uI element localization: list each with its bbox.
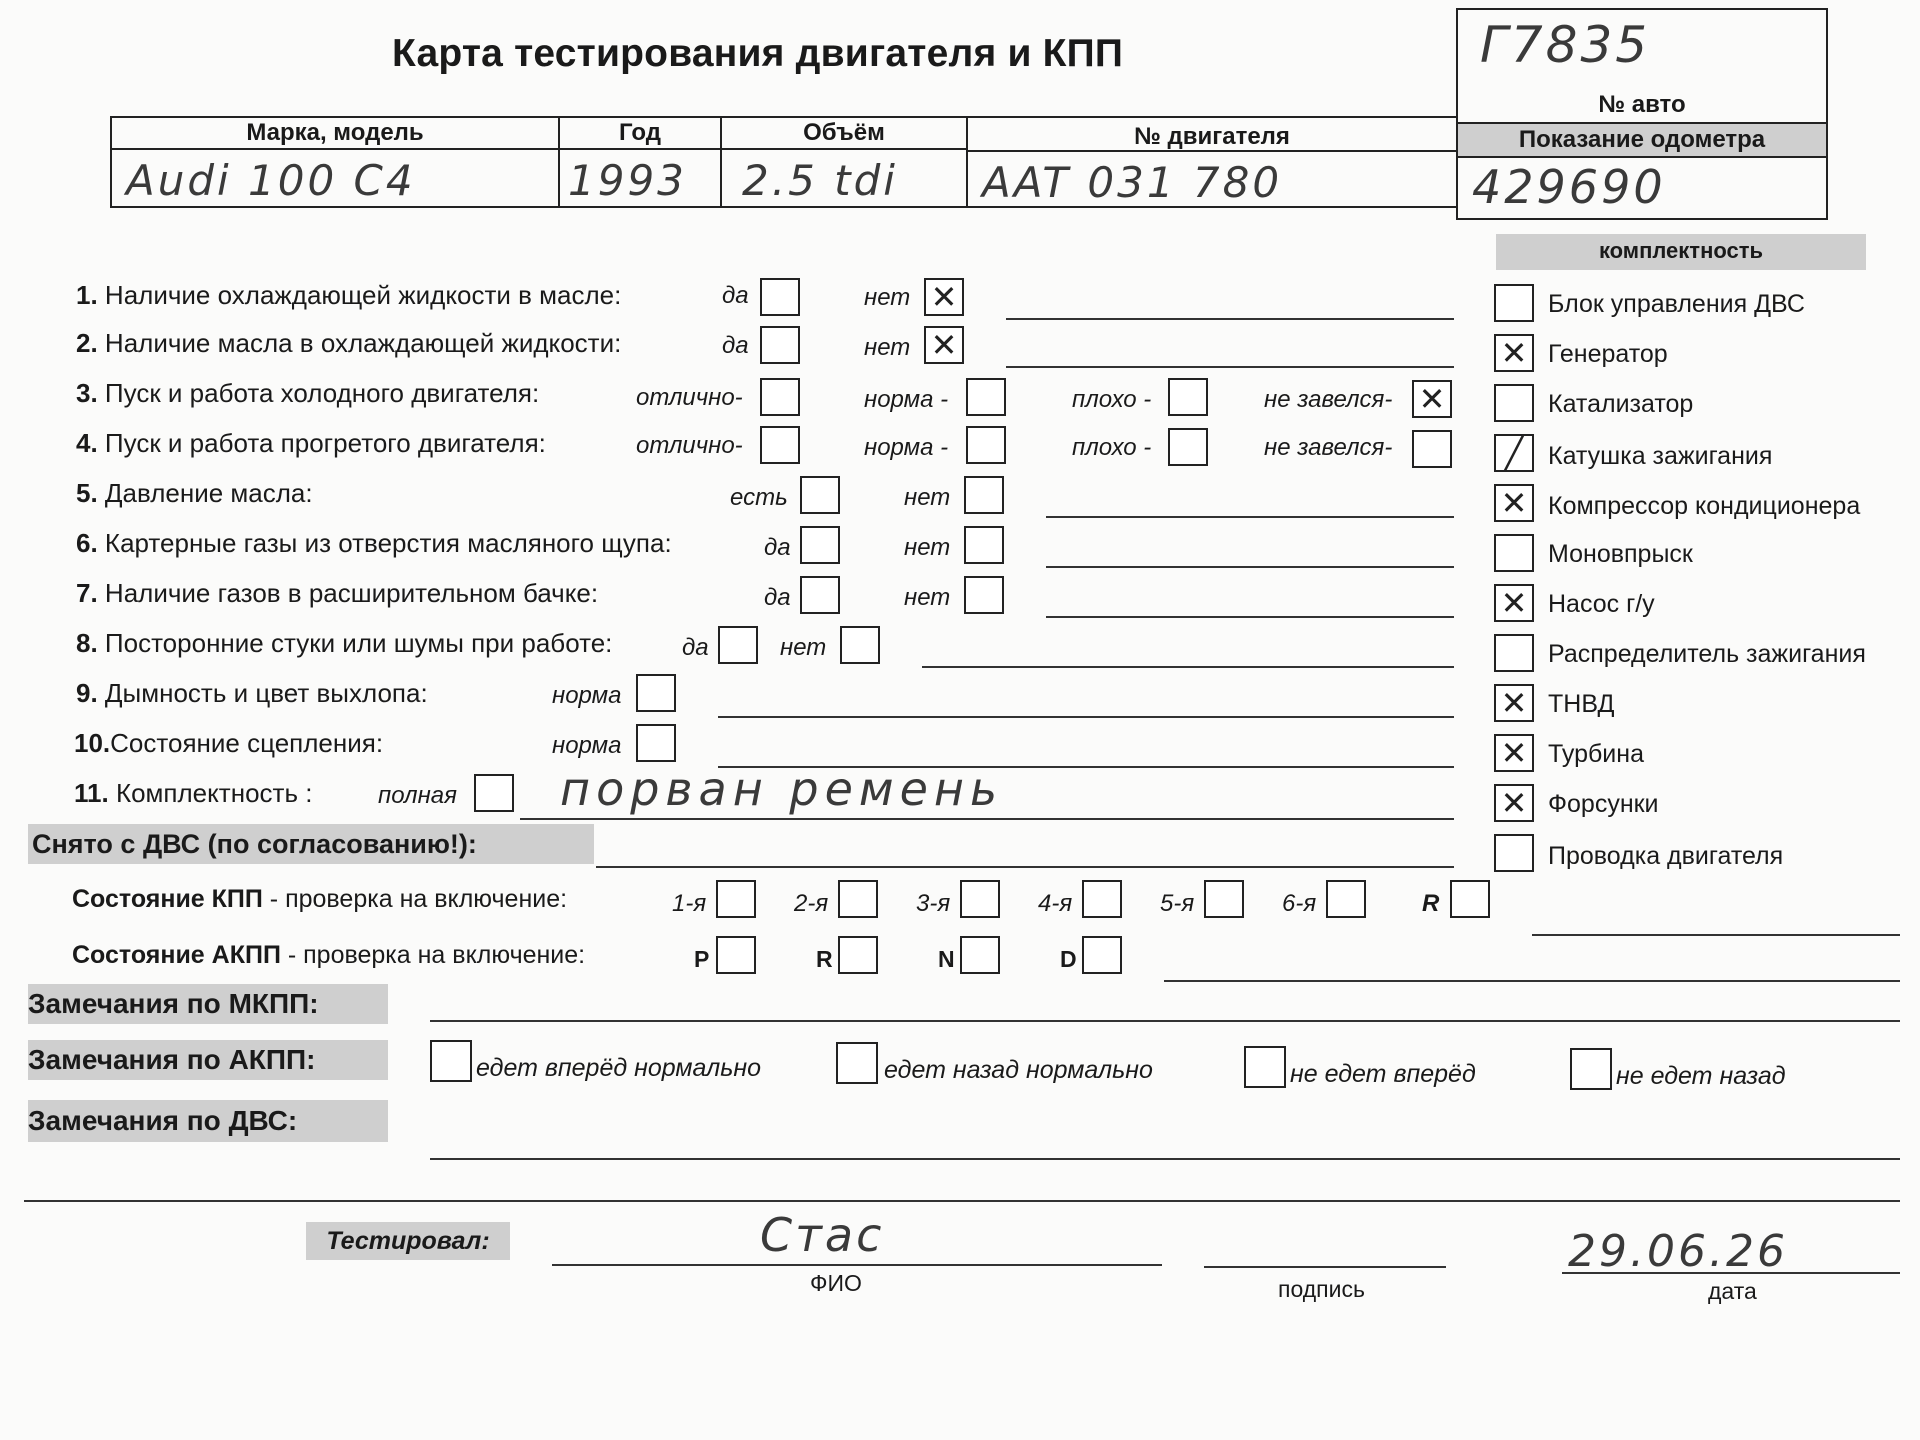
check-mark-icon xyxy=(1496,536,1532,570)
akpp-forward-ok-label: едет вперёд нормально xyxy=(476,1054,762,1082)
q5-opt-yes: есть xyxy=(730,484,788,511)
q3-opt-nostart: не завелся- xyxy=(1264,386,1393,413)
q9-opt-normal: норма xyxy=(552,682,622,709)
comp-label-fuel-pump: ТНВД xyxy=(1548,690,1615,718)
question-text: Пуск и работа холодного двигателя: xyxy=(104,378,540,408)
kpp-gear-1: 1-я xyxy=(672,890,707,917)
question-number: 8. xyxy=(76,628,98,658)
comp-label-ignition-coil: Катушка зажигания xyxy=(1548,442,1773,470)
remarks-mkpp-line xyxy=(430,1020,1900,1022)
question-8 xyxy=(76,628,612,658)
question-number: 11. xyxy=(74,778,109,808)
comp-label-generator: Генератор xyxy=(1548,340,1668,368)
kpp-label-bold: Состояние КПП xyxy=(72,885,263,913)
check-mark-icon: ✕ xyxy=(1500,584,1528,622)
comp-label-mono-injection: Моновпрыск xyxy=(1548,540,1693,568)
signature-caption: подпись xyxy=(1278,1276,1365,1302)
remarks-akpp-label: Замечания по АКПП: xyxy=(28,1040,388,1080)
tested-name: Стас xyxy=(760,1208,885,1262)
question-10 xyxy=(74,728,383,758)
question-text: Картерные газы из отверстия масляного щупа: xyxy=(104,528,672,558)
q4-bad-checkbox[interactable] xyxy=(1168,428,1208,466)
akpp-no-reverse-checkbox[interactable] xyxy=(1570,1048,1612,1090)
tested-label: Тестировал: xyxy=(306,1222,510,1260)
akpp-label-rest: - проверка на включение: xyxy=(280,941,586,969)
q8-opt-no: нет xyxy=(780,634,827,661)
q11-opt-full: полная xyxy=(378,782,457,809)
signature-line xyxy=(1204,1266,1446,1268)
akpp-reverse-ok-checkbox[interactable] xyxy=(836,1042,878,1084)
check-mark-icon xyxy=(1496,286,1532,320)
comp-check-generator[interactable] xyxy=(1494,334,1534,372)
comp-label-wiring: Проводка двигателя xyxy=(1548,842,1784,870)
akpp-no-reverse-label: не едет назад xyxy=(1616,1062,1786,1090)
kpp-gear-6: 6-я xyxy=(1282,890,1317,917)
question-11 xyxy=(74,778,312,808)
q10-opt-normal: норма xyxy=(552,732,622,759)
page-title: Карта тестирования двигателя и КПП xyxy=(392,32,1124,75)
kpp-gear-2: 2-я xyxy=(794,890,829,917)
akpp-reverse-ok-label: едет назад нормально xyxy=(884,1056,1153,1084)
q3-bad-checkbox[interactable] xyxy=(1168,378,1208,416)
comp-check-wiring[interactable] xyxy=(1494,834,1534,872)
comp-label-ps-pump: Насос г/у xyxy=(1548,590,1655,618)
col-model xyxy=(110,116,560,208)
tested-date: 29.06.26 xyxy=(1568,1226,1788,1277)
q7-no-checkbox[interactable] xyxy=(964,576,1004,614)
kpp-gear-r: R xyxy=(1422,890,1440,917)
kpp-label-rest: - проверка на включение: xyxy=(262,885,568,913)
check-mark-icon: ✕ xyxy=(1500,784,1528,822)
car-number-box xyxy=(1456,8,1828,124)
slash-mark-icon: ╱ xyxy=(1504,434,1524,472)
comp-label-ecu: Блок управления ДВС xyxy=(1548,290,1805,318)
check-mark-icon: ✕ xyxy=(1500,484,1528,522)
akpp-label xyxy=(72,940,585,970)
comp-check-ecu[interactable] xyxy=(1494,284,1534,322)
q1-yes-checkbox[interactable] xyxy=(760,278,800,316)
q1-opt-yes: да xyxy=(722,282,749,309)
comp-check-ps-pump[interactable] xyxy=(1494,584,1534,622)
q2-note-line xyxy=(1006,366,1454,368)
car-number-label: № авто xyxy=(1598,91,1686,118)
col-odometer-header: Показание одометра xyxy=(1458,124,1826,158)
remarks-dvs-line-2 xyxy=(24,1200,1900,1202)
q3-opt-excellent: отлично- xyxy=(636,384,743,411)
akpp-gear-p-checkbox[interactable] xyxy=(716,936,756,974)
question-number: 9. xyxy=(76,678,98,708)
q4-excellent-checkbox[interactable] xyxy=(760,426,800,464)
q11-note: порван ремень xyxy=(560,762,1004,816)
question-text: Дымность и цвет выхлопа: xyxy=(104,678,428,708)
question-text: Наличие охлаждающей жидкости в масле: xyxy=(104,280,622,310)
question-text: Посторонние стуки или шумы при работе: xyxy=(104,628,613,658)
kpp-label xyxy=(72,884,567,914)
date-line xyxy=(1562,1272,1900,1274)
akpp-forward-ok-checkbox[interactable] xyxy=(430,1040,472,1082)
question-text: Наличие газов в расширительном бачке: xyxy=(104,578,599,608)
q8-yes-checkbox[interactable] xyxy=(718,626,758,664)
remarks-dvs-line xyxy=(430,1158,1900,1160)
kpp-gear-r-checkbox[interactable] xyxy=(1450,880,1490,918)
check-mark-icon: ✕ xyxy=(930,326,958,364)
col-volume xyxy=(720,116,968,208)
comp-check-turbo[interactable] xyxy=(1494,734,1534,772)
q6-note-line xyxy=(1046,566,1454,568)
col-odometer-value: 429690 xyxy=(1472,160,1666,214)
col-engine-number xyxy=(966,116,1458,208)
check-mark-icon xyxy=(1496,836,1532,870)
question-number: 5. xyxy=(76,478,98,508)
akpp-gear-d-checkbox[interactable] xyxy=(1082,936,1122,974)
question-2 xyxy=(76,328,621,358)
kpp-gear-4-checkbox[interactable] xyxy=(1082,880,1122,918)
question-1 xyxy=(76,280,621,310)
col-year xyxy=(558,116,722,208)
kpp-gear-5: 5-я xyxy=(1160,890,1195,917)
question-5 xyxy=(76,478,313,508)
q4-opt-bad: плохо - xyxy=(1072,434,1152,461)
removed-label: Снято с ДВС (по согласованию!): xyxy=(28,824,594,864)
q7-note-line xyxy=(1046,616,1454,618)
comp-label-catalyst: Катализатор xyxy=(1548,390,1694,418)
col-volume-value: 2.5 tdi xyxy=(742,156,898,205)
q11-note-line xyxy=(520,818,1454,820)
q2-opt-yes: да xyxy=(722,332,749,359)
remarks-mkpp-label: Замечания по МКПП: xyxy=(28,984,388,1024)
q5-no-checkbox[interactable] xyxy=(964,476,1004,514)
q4-opt-excellent: отлично- xyxy=(636,432,743,459)
question-text: Наличие масла в охлаждающей жидкости: xyxy=(104,328,622,358)
question-3 xyxy=(76,378,539,408)
q6-no-checkbox[interactable] xyxy=(964,526,1004,564)
q1-note-line xyxy=(1006,318,1454,320)
col-model-header: Марка, модель xyxy=(112,118,558,150)
question-number: 2. xyxy=(76,328,98,358)
kpp-gear-4: 4-я xyxy=(1038,890,1073,917)
q9-normal-checkbox[interactable] xyxy=(636,674,676,712)
comp-check-ac-compressor[interactable] xyxy=(1494,484,1534,522)
q5-opt-no: нет xyxy=(904,484,951,511)
q3-opt-bad: плохо - xyxy=(1072,386,1152,413)
question-number: 6. xyxy=(76,528,98,558)
q2-opt-no: нет xyxy=(864,334,911,361)
akpp-note-line xyxy=(1164,980,1900,982)
q4-nostart-checkbox[interactable] xyxy=(1412,430,1452,468)
akpp-label-bold: Состояние АКПП xyxy=(72,941,281,969)
kpp-gear-5-checkbox[interactable] xyxy=(1204,880,1244,918)
question-number: 7. xyxy=(76,578,98,608)
q3-opt-normal: норма - xyxy=(864,386,949,413)
q4-opt-normal: норма - xyxy=(864,434,949,461)
akpp-gear-n-checkbox[interactable] xyxy=(960,936,1000,974)
removed-note-line xyxy=(596,866,1454,868)
check-mark-icon xyxy=(1496,386,1532,420)
question-4 xyxy=(76,428,546,458)
q5-yes-checkbox[interactable] xyxy=(800,476,840,514)
akpp-no-forward-checkbox[interactable] xyxy=(1244,1046,1286,1088)
comp-check-catalyst[interactable] xyxy=(1494,384,1534,422)
q6-opt-yes: да xyxy=(764,534,791,561)
question-7 xyxy=(76,578,598,608)
check-mark-icon: ✕ xyxy=(1500,734,1528,772)
akpp-gear-r-checkbox[interactable] xyxy=(838,936,878,974)
q2-no-checkbox[interactable] xyxy=(924,326,964,364)
question-number: 3. xyxy=(76,378,98,408)
q11-full-checkbox[interactable] xyxy=(474,774,514,812)
akpp-gear-p: P xyxy=(694,946,710,972)
kpp-gear-6-checkbox[interactable] xyxy=(1326,880,1366,918)
comp-check-mono-injection[interactable] xyxy=(1494,534,1534,572)
q8-note-line xyxy=(922,666,1454,668)
col-model-value: Audi 100 C4 xyxy=(126,156,416,205)
q2-yes-checkbox[interactable] xyxy=(760,326,800,364)
question-number: 1. xyxy=(76,280,98,310)
check-mark-icon: ✕ xyxy=(1418,380,1446,418)
kpp-gear-3-checkbox[interactable] xyxy=(960,880,1000,918)
comp-check-injectors[interactable] xyxy=(1494,784,1534,822)
fio-line xyxy=(552,1264,1162,1266)
q1-no-checkbox[interactable] xyxy=(924,278,964,316)
comp-label-distributor: Распределитель зажигания xyxy=(1548,640,1866,668)
check-mark-icon xyxy=(1496,636,1532,670)
akpp-gear-n: N xyxy=(938,946,955,972)
kpp-gear-1-checkbox[interactable] xyxy=(716,880,756,918)
question-6 xyxy=(76,528,672,558)
remarks-dvs-label: Замечания по ДВС: xyxy=(28,1100,388,1142)
q4-normal-checkbox[interactable] xyxy=(966,426,1006,464)
comp-label-ac-compressor: Компрессор кондиционера xyxy=(1548,492,1861,520)
check-mark-icon: ✕ xyxy=(1500,334,1528,372)
q1-opt-no: нет xyxy=(864,284,911,311)
q5-note-line xyxy=(1046,516,1454,518)
q3-excellent-checkbox[interactable] xyxy=(760,378,800,416)
col-year-value: 1993 xyxy=(568,156,687,205)
completeness-header: комплектность xyxy=(1496,234,1866,270)
comp-check-distributor[interactable] xyxy=(1494,634,1534,672)
fio-caption: ФИО xyxy=(810,1270,862,1296)
kpp-note-line xyxy=(1532,934,1900,936)
q8-opt-yes: да xyxy=(682,634,709,661)
comp-label-injectors: Форсунки xyxy=(1548,790,1659,818)
check-mark-icon: ✕ xyxy=(930,278,958,316)
q6-opt-no: нет xyxy=(904,534,951,561)
q6-yes-checkbox[interactable] xyxy=(800,526,840,564)
q4-opt-nostart: не завелся- xyxy=(1264,434,1393,461)
col-year-header: Год xyxy=(560,118,720,150)
q9-note-line xyxy=(718,716,1454,718)
question-number: 4. xyxy=(76,428,98,458)
akpp-gear-d: D xyxy=(1060,946,1077,972)
question-text: Комплектность : xyxy=(115,778,313,808)
question-9 xyxy=(76,678,428,708)
akpp-no-forward-label: не едет вперёд xyxy=(1290,1060,1476,1088)
check-mark-icon: ✕ xyxy=(1500,684,1528,722)
q3-nostart-checkbox[interactable] xyxy=(1412,380,1452,418)
q8-no-checkbox[interactable] xyxy=(840,626,880,664)
car-number-value: Г7835 xyxy=(1480,16,1651,74)
q7-opt-yes: да xyxy=(764,584,791,611)
comp-check-fuel-pump[interactable] xyxy=(1494,684,1534,722)
kpp-gear-2-checkbox[interactable] xyxy=(838,880,878,918)
q10-normal-checkbox[interactable] xyxy=(636,724,676,762)
col-odometer xyxy=(1456,122,1828,220)
q3-normal-checkbox[interactable] xyxy=(966,378,1006,416)
col-engine-header: № двигателя xyxy=(968,118,1456,152)
question-text: Давление масла: xyxy=(104,478,313,508)
kpp-gear-3: 3-я xyxy=(916,890,951,917)
date-caption: дата xyxy=(1708,1278,1757,1304)
q7-yes-checkbox[interactable] xyxy=(800,576,840,614)
comp-check-ignition-coil[interactable] xyxy=(1494,434,1534,472)
question-number: 10. xyxy=(74,728,111,758)
question-text: Пуск и работа прогретого двигателя: xyxy=(104,428,546,458)
col-engine-value: AAT 031 780 xyxy=(982,158,1283,207)
akpp-gear-r: R xyxy=(816,946,833,972)
col-volume-header: Объём xyxy=(722,118,966,150)
comp-label-turbo: Турбина xyxy=(1548,740,1644,768)
q7-opt-no: нет xyxy=(904,584,951,611)
question-text: Состояние сцепления: xyxy=(110,728,384,758)
